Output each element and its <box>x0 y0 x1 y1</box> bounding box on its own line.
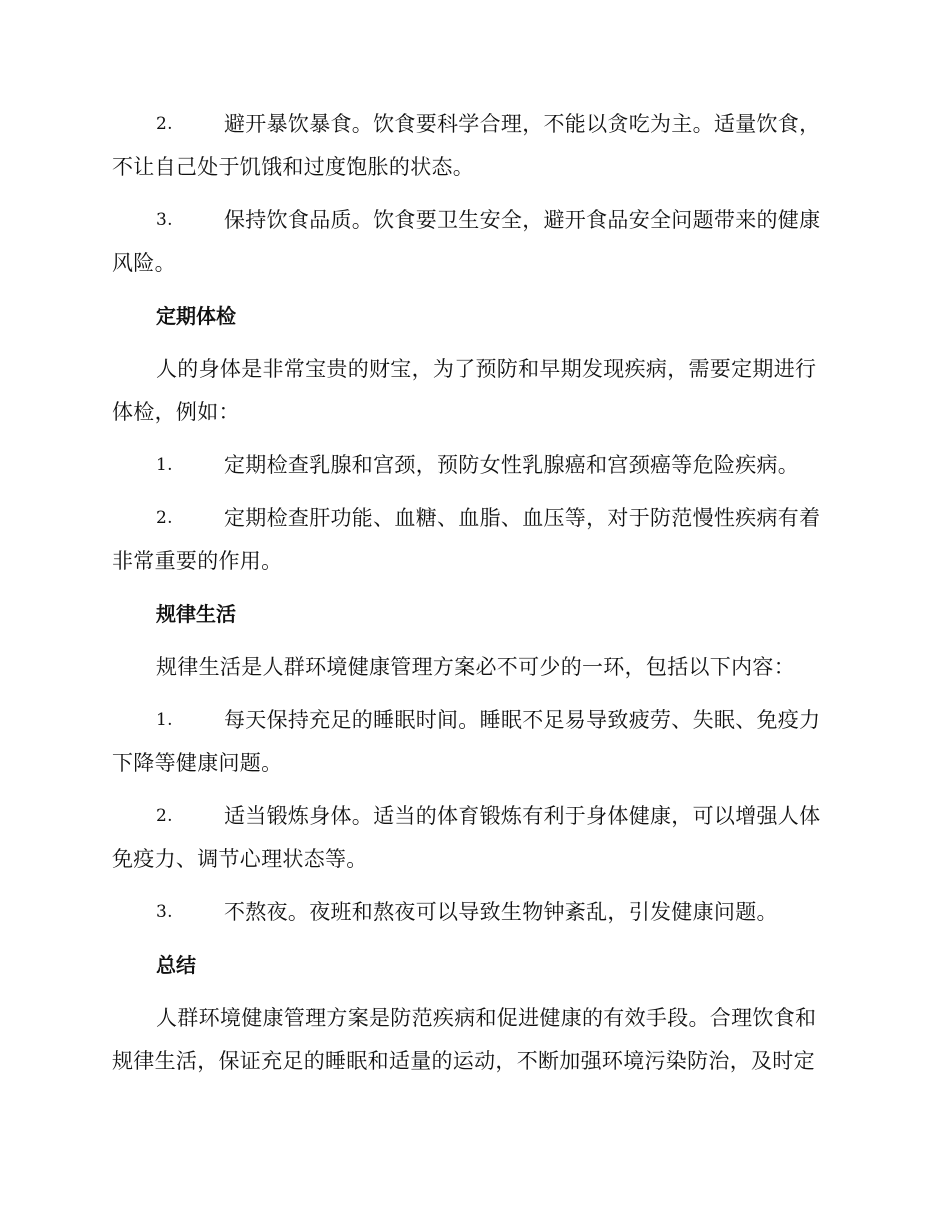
list-item <box>112 103 834 189</box>
list-text: 保持饮食品质。饮食要卫生安全，避开食品安全问题带来的健康风险。 <box>112 208 821 275</box>
list-item <box>112 497 834 583</box>
list-item <box>112 444 834 487</box>
list-number: 2. <box>156 114 173 134</box>
list-number: 1. <box>156 455 173 475</box>
list-number: 3. <box>156 902 173 922</box>
list-item <box>112 795 834 881</box>
section-heading-regular-life: 规律生活 <box>156 602 236 626</box>
list-text: 定期检查乳腺和宫颈，预防女性乳腺癌和宫颈癌等危险疾病。 <box>224 453 800 477</box>
summary-text: 人群环境健康管理方案是防范疾病和促进健康的有效手段。合理饮食和规律生活，保证充足的睡眠和适量的运动，不断加强环境污染防治，及时定 <box>112 1006 817 1073</box>
list-text: 每天保持充足的睡眠时间。睡眠不足易导致疲劳、失眠、免疫力下降等健康问题。 <box>112 708 821 775</box>
section-heading-summary: 总结 <box>156 953 196 977</box>
list-number: 2. <box>156 806 173 826</box>
list-number: 2. <box>156 508 173 528</box>
list-text: 避开暴饮暴食。饮食要科学合理，不能以贪吃为主。适量饮食，不让自己处于饥饿和过度饱胀的状态。 <box>112 112 821 179</box>
list-number: 1. <box>156 710 173 730</box>
list-item <box>112 699 834 785</box>
document-page <box>112 103 834 1093</box>
section-intro-checkup: 人的身体是非常宝贵的财宝，为了预防和早期发现疾病，需要定期进行体检，例如： <box>112 357 817 424</box>
list-text: 适当锻炼身体。适当的体育锻炼有利于身体健康，可以增强人体免疫力、调节心理状态等。 <box>112 804 821 871</box>
list-item <box>112 199 834 285</box>
list-text: 不熬夜。夜班和熬夜可以导致生物钟紊乱，引发健康问题。 <box>224 900 778 924</box>
list-item <box>112 891 834 934</box>
section-intro-regular-life: 规律生活是人群环境健康管理方案必不可少的一环，包括以下内容： <box>156 655 795 679</box>
section-heading-checkup: 定期体检 <box>156 304 236 328</box>
list-text: 定期检查肝功能、血糖、血脂、血压等，对于防范慢性疾病有着非常重要的作用。 <box>112 506 821 573</box>
list-number: 3. <box>156 210 173 230</box>
